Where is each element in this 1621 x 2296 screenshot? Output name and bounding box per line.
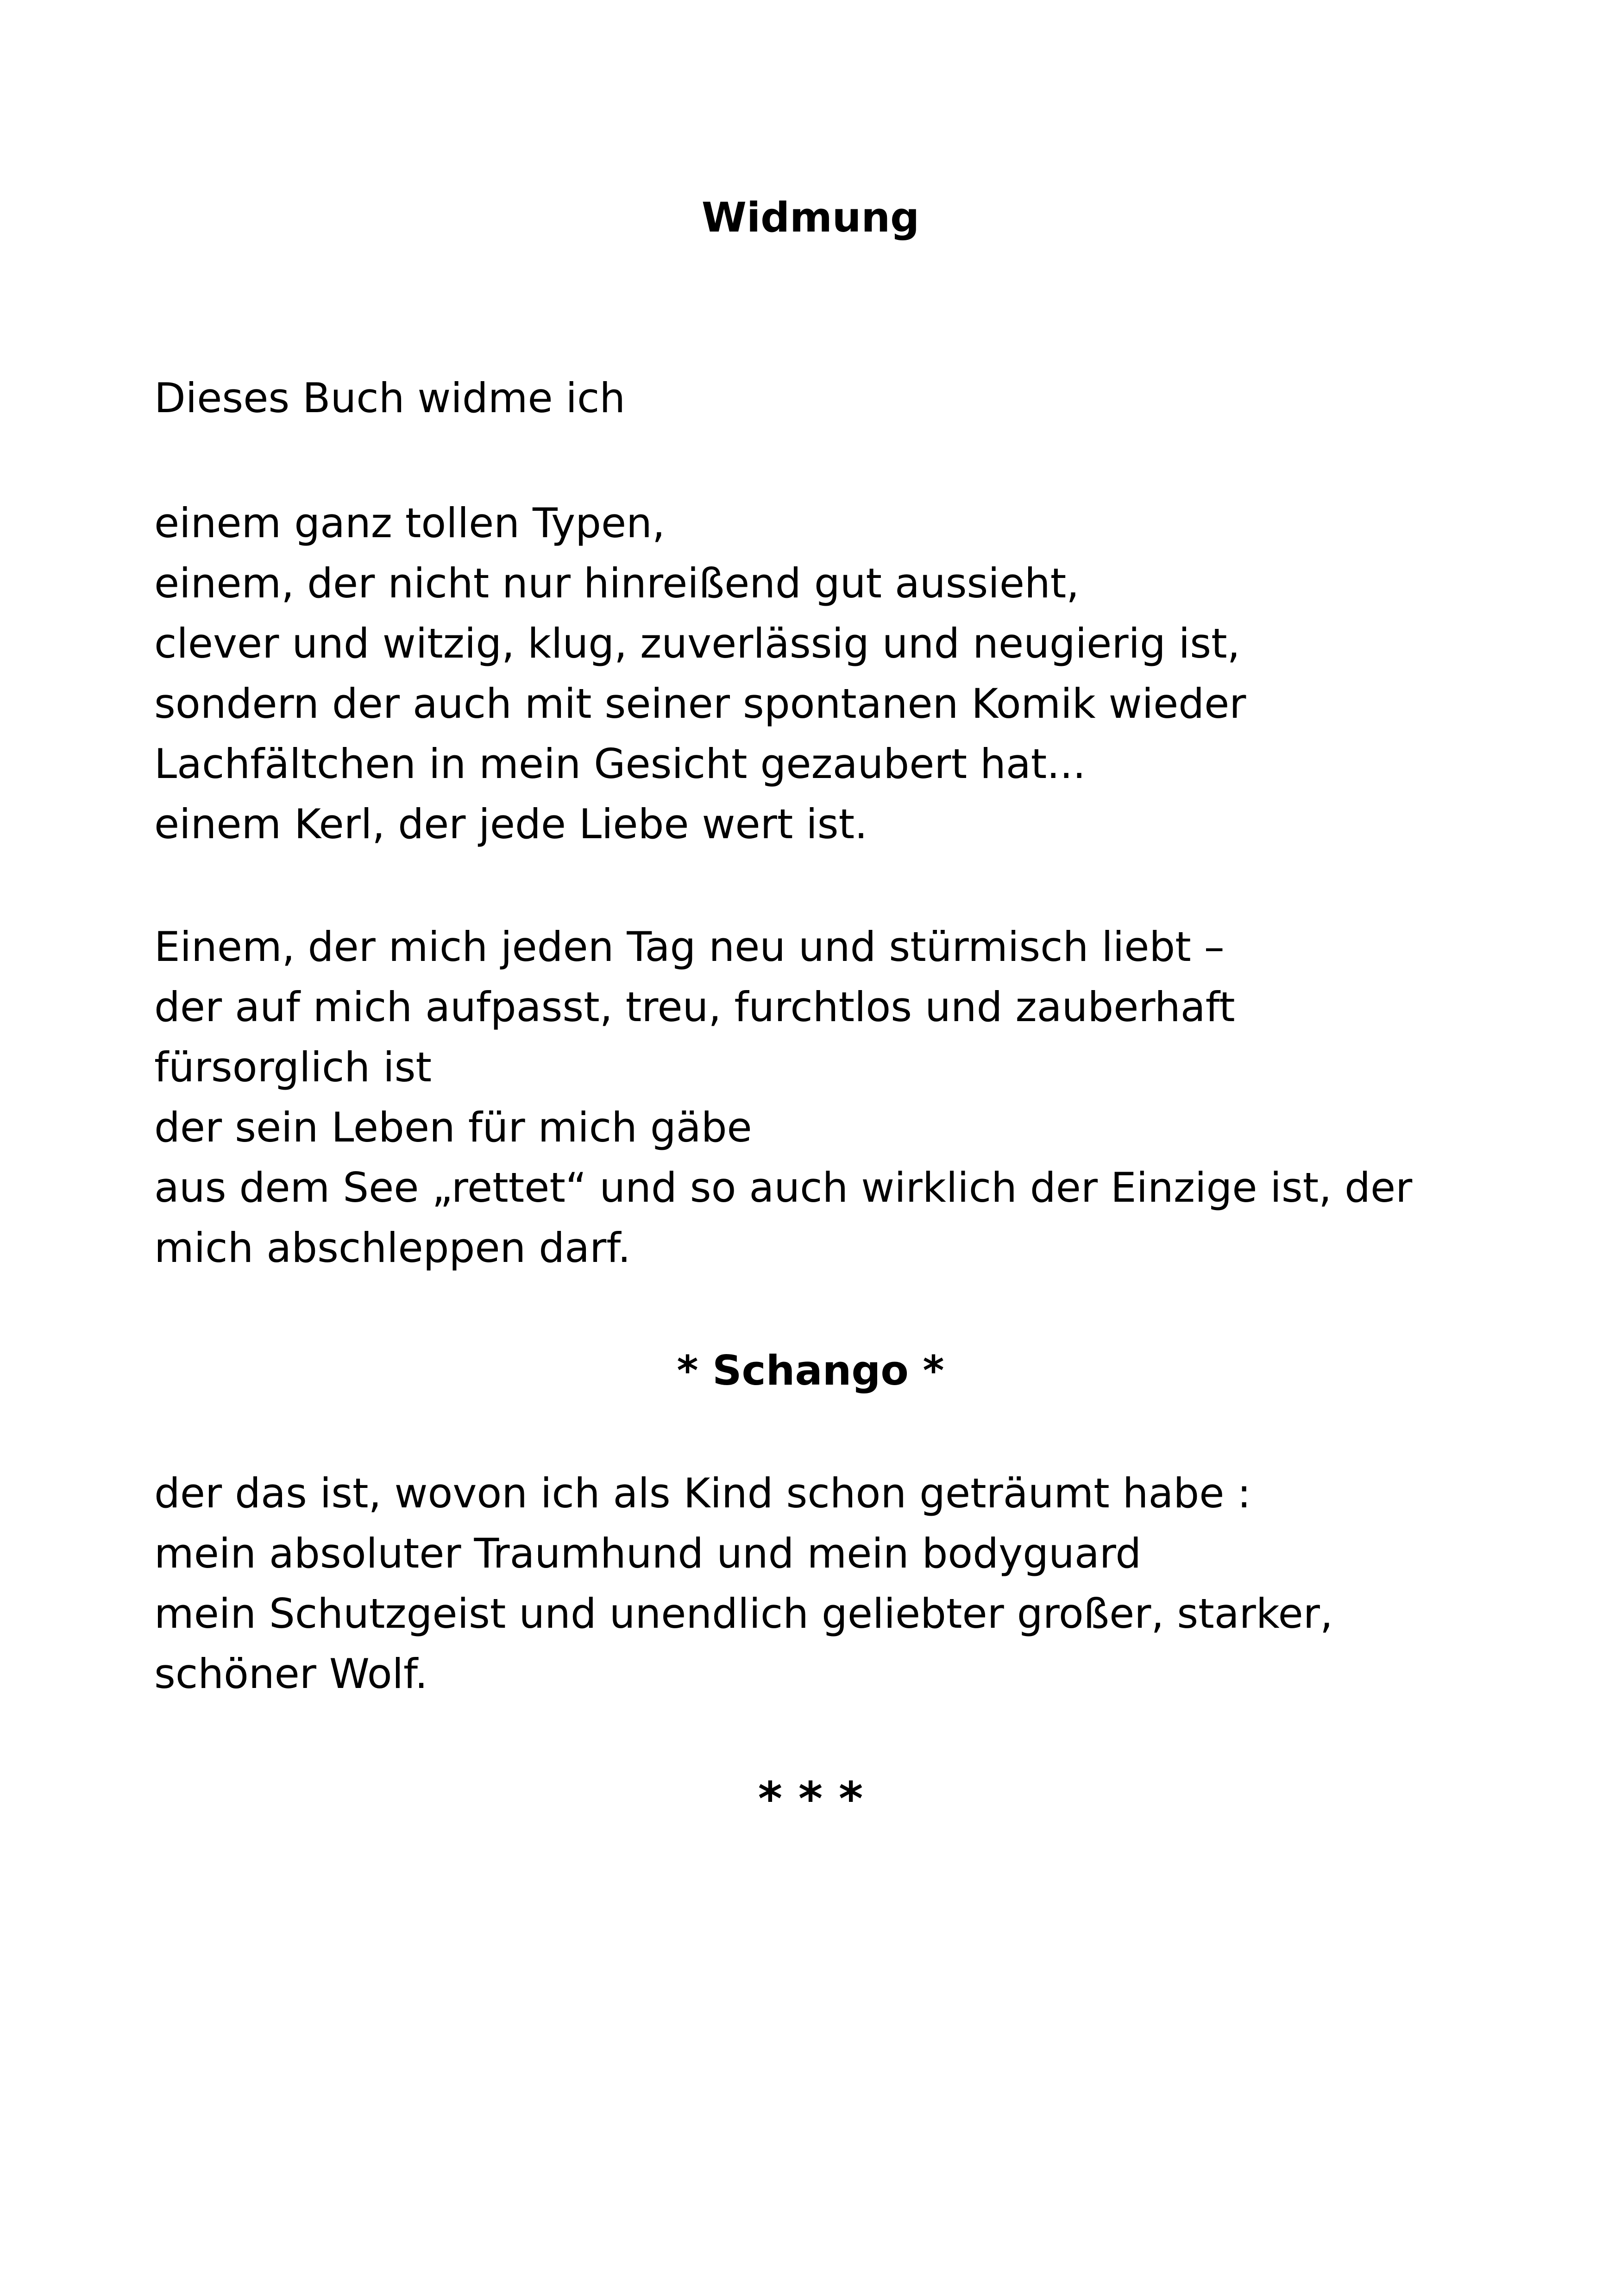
stanza3-line-3: mein Schutzgeist und unendlich geliebter großer, starker, [154, 1590, 1333, 1637]
stanza3-line-1: der das ist, wovon ich als Kind schon geträumt habe : [154, 1469, 1251, 1517]
stanza2-line-2: der auf mich aufpasst, treu, furchtlos und zauberhaft [154, 983, 1235, 1031]
stanza2-line-6: mich abschleppen darf. [154, 1224, 631, 1272]
page-title: Widmung [701, 194, 920, 241]
stanza1-line-5: Lachfältchen in mein Gesicht gezaubert hat... [154, 740, 1086, 788]
stanza2-line-4: der sein Leben für mich gäbe [154, 1104, 752, 1151]
dedication-name: * Schango * [677, 1347, 944, 1394]
stanza1-line-3: clever und witzig, klug, zuverlässig und neugierig ist, [154, 620, 1240, 667]
stanza3-line-2: mein absoluter Traumhund und mein bodyguard [154, 1530, 1142, 1577]
stanza2-line-5: aus dem See „rettet“ und so auch wirklich der Einzige ist, der [154, 1164, 1413, 1211]
stanza1-line-6: einem Kerl, der jede Liebe wert ist. [154, 800, 868, 848]
stanza3-line-4: schöner Wolf. [154, 1650, 428, 1698]
intro-line: Dieses Buch widme ich [154, 374, 626, 422]
stanza1-line-4: sondern der auch mit seiner spontanen Komik wieder [154, 680, 1246, 728]
stanza1-line-2: einem, der nicht nur hinreißend gut aussieht, [154, 559, 1080, 607]
closing-asterisks: * * * [758, 1772, 863, 1826]
stanza2-line-1: Einem, der mich jeden Tag neu und stürmisch liebt – [154, 923, 1225, 971]
stanza1-line-1: einem ganz tollen Typen, [154, 499, 665, 547]
stanza2-line-3: fürsorglich ist [154, 1043, 432, 1091]
